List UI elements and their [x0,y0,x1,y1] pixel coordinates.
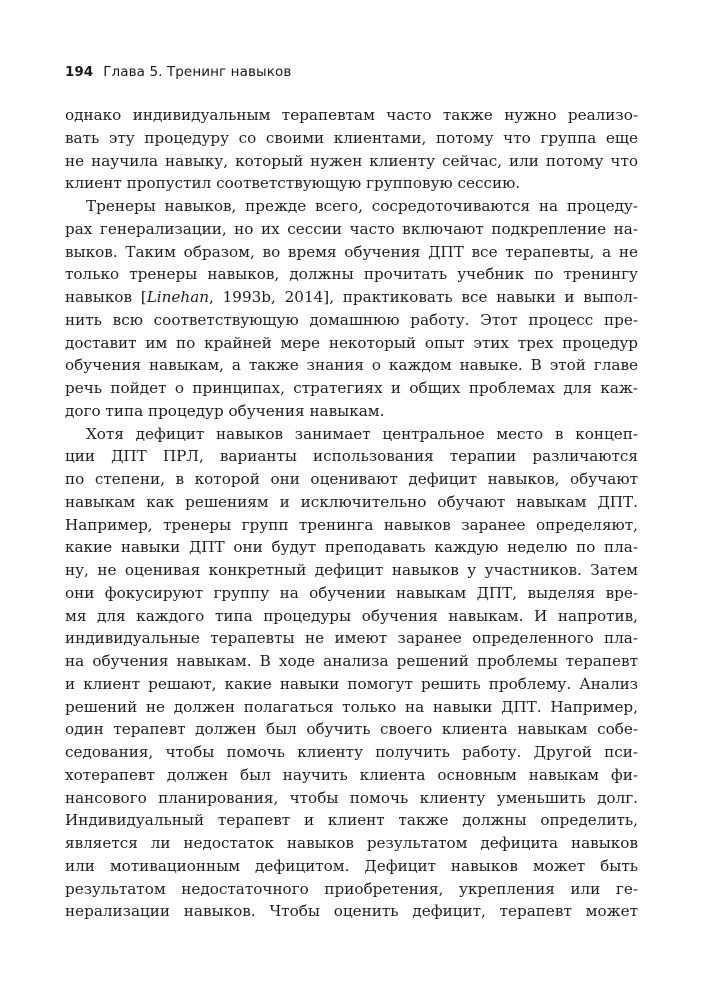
text-line: по степени, в которой они оценивают дефицит навыков, обучают [65,470,638,488]
text-line: Тренеры навыков, прежде всего, сосредоточиваются на процеду- [86,197,638,215]
text-line: однако индивидуальным терапевтам часто также нужно реализо- [65,106,638,124]
text-line: навыков [Linehan, 1993b, 2014], практиковать все навыки и выпол- [65,288,638,306]
text-line: выков. Таким образом, во время обучения ДПТ все терапевты, а не [65,242,638,261]
text-line: мя для каждого типа процедуры обучения навыкам. И напротив, [65,606,638,625]
text-line: и клиент решают, какие навыки помогут решить проблему. Анализ [65,674,638,693]
text-line: один терапевт должен был обучить своего клиента навыкам собе- [65,720,638,739]
text-line: дого типа процедур обучения навыкам. [65,401,385,420]
text-line: нерализации навыков. Чтобы оценить дефицит, терапевт может [65,902,638,921]
text-line: обучения навыкам, а также знания о каждом навыке. В этой главе [65,356,638,375]
text-line: навыкам как решениям и исключительно обучают навыкам ДПТ. [65,492,638,511]
text-line: нить всю соответствующую домашнюю работу. Этот процесс пре- [65,310,638,329]
text-line: они фокусируют группу на обучении навыкам ДПТ, выделяя вре- [65,583,638,602]
chapter-title: Глава 5. Тренинг навыков [103,64,292,80]
text-line: на обучения навыкам. В ходе анализа решений проблемы терапевт [65,652,638,670]
running-header [65,64,291,84]
text-line: результатом недостаточного приобретения, укрепления или ге- [65,879,638,898]
body-text [65,104,638,923]
text-line: нансового планирования, чтобы помочь клиенту уменьшить долг. [65,788,638,807]
text-line: клиент пропустил соответствующую групповую сессию. [65,174,521,193]
page-number: 194 [65,64,94,80]
text-line: вать эту процедуру со своими клиентами, потому что группа еще [65,128,638,147]
text-line: какие навыки ДПТ они будут преподавать каждую неделю по пла- [65,538,638,557]
text-line: седования, чтобы помочь клиенту получить работу. Другой пси- [65,743,638,761]
text-line: индивидуальные терапевты не имеют заранее определенного пла- [65,629,638,648]
text-line: речь пойдет о принципах, стратегиях и общих проблемах для каж- [65,379,638,397]
text-line: рах генерализации, но их сессии часто включают подкрепление на- [65,219,638,238]
text-line: Хотя дефицит навыков занимает центральное место в концеп- [86,424,638,443]
text-line: доставит им по крайней мере некоторый опыт этих трех процедур [65,333,638,352]
text-line: только тренеры навыков, должны прочитать учебник по тренингу [65,265,638,284]
text-line: решений не должен полагаться только на навыки ДПТ. Например, [65,697,638,716]
text-line: не научила навыку, который нужен клиенту сейчас, или потому что [65,151,638,170]
text-line: Например, тренеры групп тренинга навыков заранее определяют, [65,515,638,534]
text-line: или мотивационным дефицитом. Дефицит навыков может быть [65,856,638,875]
text-line: ну, не оценивая конкретный дефицит навыков у участников. Затем [65,561,638,579]
text-line: Индивидуальный терапевт и клиент также должны определить, [65,811,638,830]
text-line: хотерапевт должен был научить клиента основным навыкам фи- [65,765,638,784]
text-line: является ли недостаток навыков результатом дефицита навыков [65,834,638,852]
text-line: ции ДПТ ПРЛ, варианты использования терапии различаются [65,447,638,466]
